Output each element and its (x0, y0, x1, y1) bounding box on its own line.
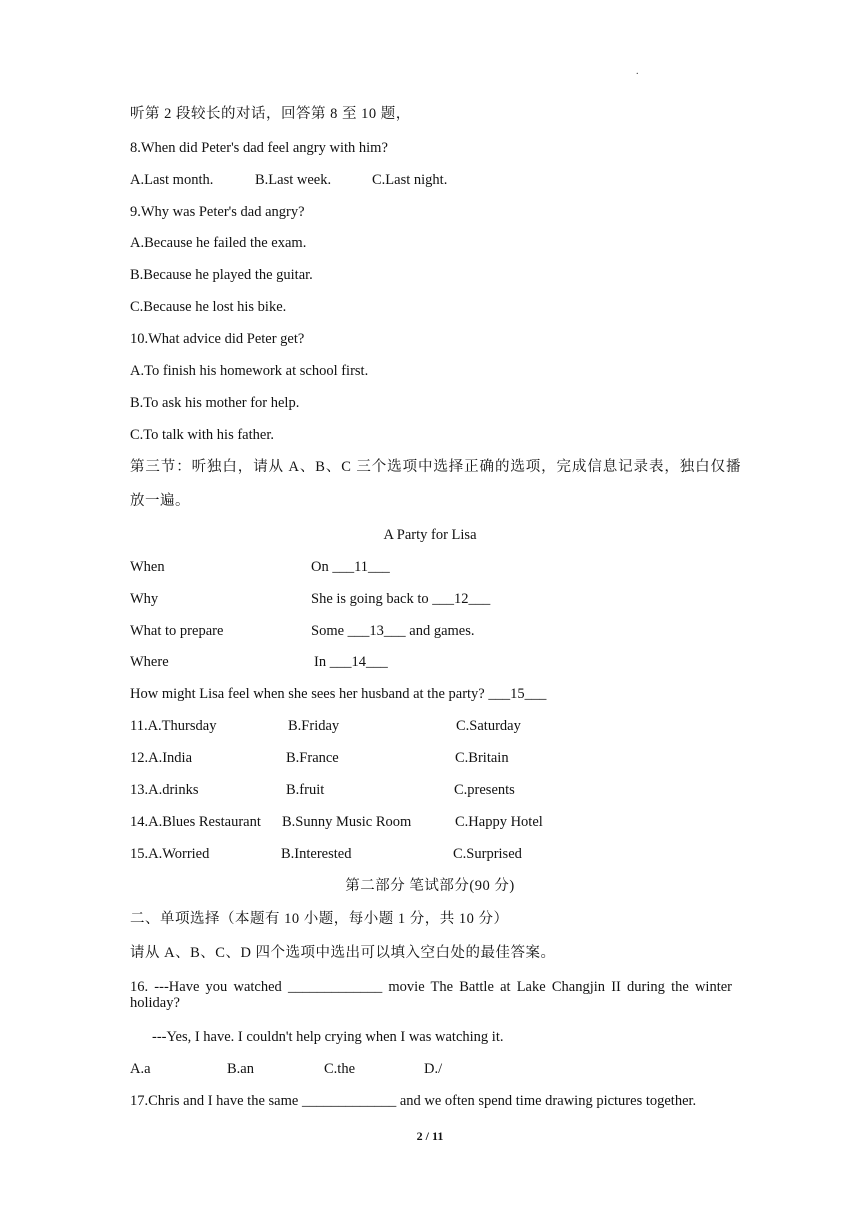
q8-option-c: C.Last night. (372, 172, 448, 188)
info-label: What to prepare (130, 623, 224, 639)
q9-option-c: C.Because he lost his bike. (130, 299, 287, 315)
q15-option-a: 15.A.Worried (130, 846, 210, 862)
q11-option-b: B.Friday (288, 718, 340, 734)
q9-option-b: B.Because he played the guitar. (130, 267, 313, 283)
q14-option-b: B.Sunny Music Room (282, 814, 412, 830)
q15-option-c: C.Surprised (453, 846, 522, 862)
header-mark: . (636, 66, 639, 77)
q8-stem: 8.When did Peter's dad feel angry with him? (130, 140, 388, 156)
info-value: In ___14___ (314, 654, 388, 670)
q10-option-b: B.To ask his mother for help. (130, 395, 300, 411)
table-title: A Party for Lisa (383, 527, 477, 543)
q13-option-c: C.presents (454, 782, 515, 798)
section3-instruction-line1: 第三节：听独白，请从 A、B、C 三个选项中选择正确的选项，完成信息记录表，独白仅播 (130, 459, 742, 475)
q17-stem: 17.Chris and I have the same _____________ and we often spend time drawing pictures together. (130, 1093, 697, 1109)
info-value: She is going back to ___12___ (311, 591, 491, 607)
q14-option-a: 14.A.Blues Restaurant (130, 814, 261, 830)
q16-option-b: B.an (227, 1061, 254, 1077)
q10-stem: 10.What advice did Peter get? (130, 331, 305, 347)
part2-title: 第二部分 笔试部分(90 分) (345, 878, 515, 894)
section3-instruction-line2: 放一遍。 (130, 493, 190, 509)
q12-option-a: 12.A.India (130, 750, 193, 766)
q16-option-a: A.a (130, 1061, 151, 1077)
section2-instruction: 请从 A、B、C、D 四个选项中选出可以填入空白处的最佳答案。 (130, 945, 556, 961)
q15-option-b: B.Interested (281, 846, 352, 862)
q13-option-b: B.fruit (286, 782, 325, 798)
info-label: Why (130, 591, 159, 607)
q12-option-c: C.Britain (455, 750, 509, 766)
info-label: When (130, 559, 165, 575)
q10-option-c: C.To talk with his father. (130, 427, 274, 443)
q8-option-b: B.Last week. (255, 172, 332, 188)
q8-option-a: A.Last month. (130, 172, 214, 188)
q9-stem: 9.Why was Peter's dad angry? (130, 204, 305, 220)
q16-option-d: D./ (424, 1061, 443, 1077)
q13-option-a: 13.A.drinks (130, 782, 199, 798)
info-value: On ___11___ (311, 559, 390, 575)
q11-option-a: 11.A.Thursday (130, 718, 217, 734)
q15-question: How might Lisa feel when she sees her husband at the party? ___15___ (130, 686, 547, 702)
q14-option-c: C.Happy Hotel (455, 814, 543, 830)
info-label: Where (130, 654, 169, 670)
info-value: Some ___13___ and games. (311, 623, 475, 639)
section-intro: 听第 2 段较长的对话，回答第 8 至 10 题， (130, 106, 411, 122)
section2-title: 二、单项选择（本题有 10 小题，每小题 1 分，共 10 分） (130, 911, 509, 927)
q16-reply: ---Yes, I have. I couldn't help crying when I was watching it. (152, 1029, 504, 1045)
q9-option-a: A.Because he failed the exam. (130, 235, 307, 251)
q11-option-c: C.Saturday (456, 718, 521, 734)
q16-option-c: C.the (324, 1061, 356, 1077)
q16-stem: 16. ---Have you watched _____________ movie The Battle at Lake Changjin II during the winter holiday? (130, 979, 732, 1011)
q10-option-a: A.To finish his homework at school first. (130, 363, 369, 379)
page-number: 2 / 11 (416, 1129, 444, 1143)
q12-option-b: B.France (286, 750, 339, 766)
